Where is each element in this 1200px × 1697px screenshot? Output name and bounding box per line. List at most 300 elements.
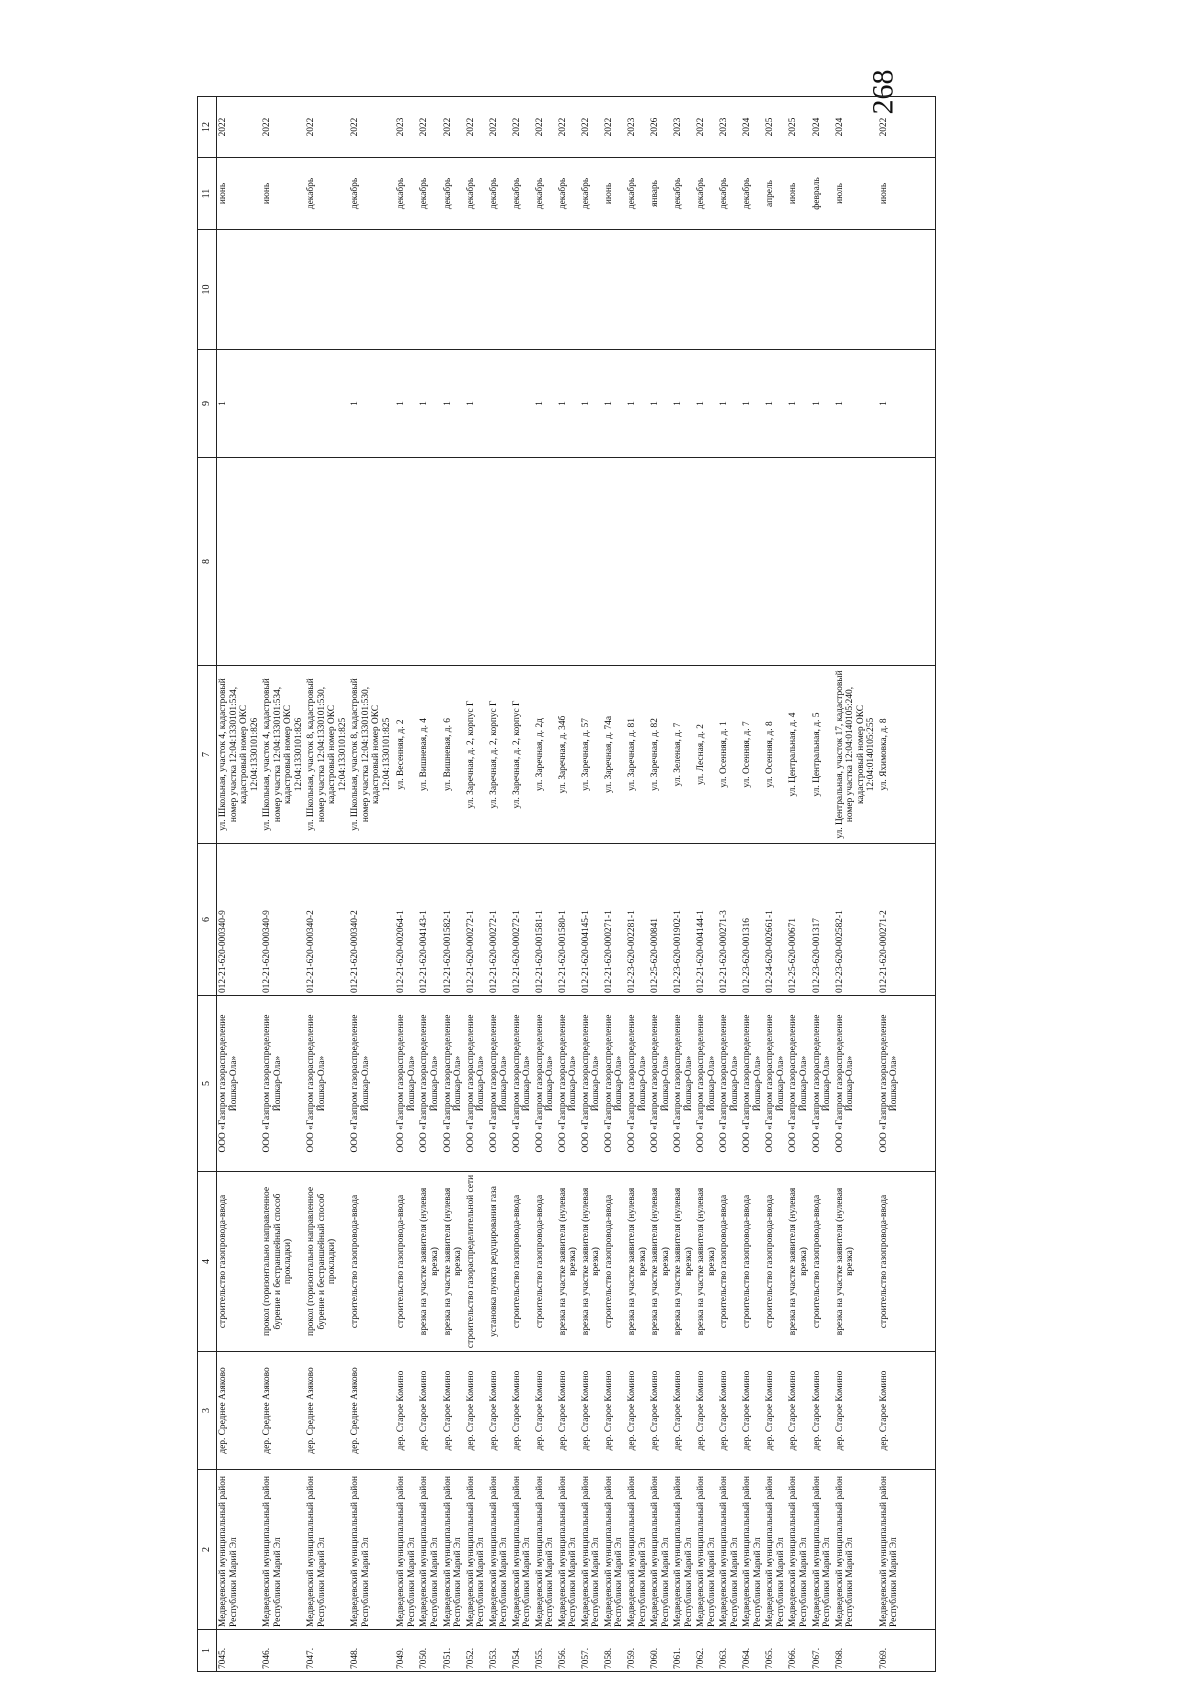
address-cell: ул. Осенняя, д. 8 [764, 666, 787, 844]
column-10-cell [217, 230, 262, 350]
column-9-cell: 1 [834, 350, 878, 458]
column-header: 2 [198, 1470, 217, 1630]
table-row [557, 97, 580, 1672]
table-row [695, 97, 718, 1672]
column-8-cell [217, 458, 262, 666]
column-header: 9 [198, 350, 217, 458]
work-type-cell: врезка на участке заявителя (нулевая врезка) [418, 1172, 441, 1352]
row-number: 7054. [511, 1630, 534, 1672]
locality-cell: дер. Старое Комино [442, 1352, 465, 1470]
column-8-cell [557, 458, 580, 666]
row-number: 7069. [878, 1630, 936, 1672]
row-number: 7067. [811, 1630, 834, 1672]
work-type-cell: врезка на участке заявителя (нулевая врезка) [442, 1172, 465, 1352]
organization-cell: ООО «Газпром газораспределение Йошкар-Ола» [718, 996, 741, 1172]
locality-cell: дер. Старое Комино [787, 1352, 810, 1470]
work-type-cell: врезка на участке заявителя (нулевая врезка) [787, 1172, 810, 1352]
object-code-cell: 012-21-620-001582-1 [442, 844, 465, 996]
column-8-cell [580, 458, 603, 666]
locality-cell: дер. Среднее Азяково [261, 1352, 305, 1470]
work-type-cell: строительство газопровода-ввода [811, 1172, 834, 1352]
column-9-cell [488, 350, 511, 458]
object-code-cell: 012-21-620-004145-1 [580, 844, 603, 996]
column-8-cell [764, 458, 787, 666]
year-cell: 2022 [418, 97, 441, 158]
district-cell: Медведевский муниципальный район Республики Марий Эл [672, 1470, 695, 1630]
district-cell: Медведевский муниципальный район Республики Марий Эл [305, 1470, 349, 1630]
organization-cell: ООО «Газпром газораспределение Йошкар-Ола» [418, 996, 441, 1172]
row-number: 7068. [834, 1630, 878, 1672]
table-row [580, 97, 603, 1672]
work-type-cell: врезка на участке заявителя (нулевая врезка) [580, 1172, 603, 1352]
column-9-cell: 1 [811, 350, 834, 458]
row-number: 7046. [261, 1630, 305, 1672]
work-type-cell: строительство газопровода-ввода [217, 1172, 262, 1352]
column-9-cell: 1 [217, 350, 262, 458]
column-9-cell: 1 [764, 350, 787, 458]
column-9-cell: 1 [718, 350, 741, 458]
locality-cell: дер. Старое Комино [580, 1352, 603, 1470]
table-row [395, 97, 418, 1672]
column-10-cell [580, 230, 603, 350]
column-8-cell [741, 458, 764, 666]
column-8-cell [811, 458, 834, 666]
address-cell: ул. Осенняя, д. 7 [741, 666, 764, 844]
district-cell: Медведевский муниципальный район Республики Марий Эл [695, 1470, 718, 1630]
object-code-cell: 012-21-620-000271-1 [603, 844, 626, 996]
object-code-cell: 012-21-620-000272-1 [511, 844, 534, 996]
year-cell: 2022 [557, 97, 580, 158]
object-code-cell: 012-21-620-000271-3 [718, 844, 741, 996]
month-cell: декабрь [395, 158, 418, 230]
column-10-cell [811, 230, 834, 350]
organization-cell: ООО «Газпром газораспределение Йошкар-Ола» [626, 996, 649, 1172]
object-code-cell: 012-25-620-000671 [787, 844, 810, 996]
object-code-cell: 012-23-620-002582-1 [834, 844, 878, 996]
row-number: 7048. [349, 1630, 395, 1672]
locality-cell: дер. Старое Комино [395, 1352, 418, 1470]
address-cell: ул. Школьная, участок 8, кадастровый номер участка 12:04:1330101:530, кадастровый номер ОКС 12:04:1330101:825 [349, 666, 395, 844]
row-number: 7057. [580, 1630, 603, 1672]
district-cell: Медведевский муниципальный район Республики Марий Эл [349, 1470, 395, 1630]
column-8-cell [465, 458, 488, 666]
column-8-cell [672, 458, 695, 666]
row-number: 7060. [649, 1630, 672, 1672]
column-9-cell: 1 [649, 350, 672, 458]
year-cell: 2024 [834, 97, 878, 158]
table-row [626, 97, 649, 1672]
month-cell: июнь [261, 158, 305, 230]
district-cell: Медведевский муниципальный район Республики Марий Эл [488, 1470, 511, 1630]
column-9-cell: 1 [695, 350, 718, 458]
locality-cell: дер. Старое Комино [834, 1352, 878, 1470]
district-cell: Медведевский муниципальный район Республики Марий Эл [603, 1470, 626, 1630]
organization-cell: ООО «Газпром газораспределение Йошкар-Ола» [395, 996, 418, 1172]
header-row [198, 97, 217, 1672]
year-cell: 2023 [718, 97, 741, 158]
column-9-cell: 1 [349, 350, 395, 458]
row-number: 7061. [672, 1630, 695, 1672]
column-header: 8 [198, 458, 217, 666]
year-cell: 2022 [305, 97, 349, 158]
work-type-cell: строительство газопровода-ввода [511, 1172, 534, 1352]
year-cell: 2025 [764, 97, 787, 158]
column-8-cell [787, 458, 810, 666]
address-cell: ул. Заречная, д. 2, корпус Г [488, 666, 511, 844]
column-header: 1 [198, 1630, 217, 1672]
address-cell: ул. Заречная, д. 82 [649, 666, 672, 844]
column-8-cell [695, 458, 718, 666]
year-cell: 2022 [488, 97, 511, 158]
address-cell: ул. Заречная, д. 2д [534, 666, 557, 844]
column-10-cell [741, 230, 764, 350]
address-cell: ул. Весенняя, д. 2 [395, 666, 418, 844]
address-cell: ул. Школьная, участок 4, кадастровый номер участка 12:04:1330101:534, кадастровый номер ОКС 12:04:1330101:826 [261, 666, 305, 844]
column-8-cell [878, 458, 936, 666]
address-cell: ул. Лесная, д. 2 [695, 666, 718, 844]
organization-cell: ООО «Газпром газораспределение Йошкар-Ола» [465, 996, 488, 1172]
locality-cell: дер. Старое Комино [695, 1352, 718, 1470]
work-type-cell: врезка на участке заявителя (нулевая врезка) [672, 1172, 695, 1352]
column-9-cell: 1 [580, 350, 603, 458]
column-header: 4 [198, 1172, 217, 1352]
column-9-cell [261, 350, 305, 458]
year-cell: 2022 [349, 97, 395, 158]
year-cell: 2022 [603, 97, 626, 158]
table-row [349, 97, 395, 1672]
year-cell: 2022 [580, 97, 603, 158]
month-cell: январь [649, 158, 672, 230]
row-number: 7047. [305, 1630, 349, 1672]
table-row [418, 97, 441, 1672]
organization-cell: ООО «Газпром газораспределение Йошкар-Ола» [305, 996, 349, 1172]
month-cell: декабрь [511, 158, 534, 230]
address-cell: ул. Зеленая, д. 7 [672, 666, 695, 844]
table-row [649, 97, 672, 1672]
month-cell: апрель [764, 158, 787, 230]
object-code-cell: 012-21-620-004143-1 [418, 844, 441, 996]
row-number: 7066. [787, 1630, 810, 1672]
locality-cell: дер. Старое Комино [557, 1352, 580, 1470]
object-code-cell: 012-21-620-000272-1 [465, 844, 488, 996]
column-8-cell [305, 458, 349, 666]
district-cell: Медведевский муниципальный район Республики Марий Эл [217, 1470, 262, 1630]
month-cell: июнь [878, 158, 936, 230]
row-number: 7053. [488, 1630, 511, 1672]
column-10-cell [395, 230, 418, 350]
column-8-cell [603, 458, 626, 666]
organization-cell: ООО «Газпром газораспределение Йошкар-Ола» [603, 996, 626, 1172]
address-cell: ул. Осенняя, д. 1 [718, 666, 741, 844]
column-8-cell [261, 458, 305, 666]
column-8-cell [418, 458, 441, 666]
work-type-cell: строительство газопровода-ввода [878, 1172, 936, 1352]
organization-cell: ООО «Газпром газораспределение Йошкар-Ола» [878, 996, 936, 1172]
column-9-cell: 1 [603, 350, 626, 458]
district-cell: Медведевский муниципальный район Республики Марий Эл [261, 1470, 305, 1630]
month-cell: декабрь [465, 158, 488, 230]
address-cell: ул. Школьная, участок 4, кадастровый номер участка 12:04:1330101:534, кадастровый номер ОКС 12:04:1330101:826 [217, 666, 262, 844]
locality-cell: дер. Старое Комино [626, 1352, 649, 1470]
column-9-cell [305, 350, 349, 458]
district-cell: Медведевский муниципальный район Республики Марий Эл [811, 1470, 834, 1630]
district-cell: Медведевский муниципальный район Республики Марий Эл [442, 1470, 465, 1630]
object-code-cell: 012-24-620-002661-1 [764, 844, 787, 996]
address-cell: ул. Заречная, д. 2, корпус Г [511, 666, 534, 844]
work-type-cell: строительство газопровода-ввода [603, 1172, 626, 1352]
year-cell: 2024 [741, 97, 764, 158]
column-10-cell [349, 230, 395, 350]
row-number: 7050. [418, 1630, 441, 1672]
table-row [217, 97, 262, 1672]
column-8-cell [718, 458, 741, 666]
row-number: 7055. [534, 1630, 557, 1672]
locality-cell: дер. Старое Комино [672, 1352, 695, 1470]
object-code-cell: 012-23-620-001902-1 [672, 844, 695, 996]
column-8-cell [488, 458, 511, 666]
work-type-cell: строительство газопровода-ввода [349, 1172, 395, 1352]
object-code-cell: 012-23-620-002281-1 [626, 844, 649, 996]
district-cell: Медведевский муниципальный район Республики Марий Эл [465, 1470, 488, 1630]
district-cell: Медведевский муниципальный район Республики Марий Эл [557, 1470, 580, 1630]
object-code-cell: 012-21-620-000340-2 [305, 844, 349, 996]
work-type-cell: строительство газопровода-ввода [395, 1172, 418, 1352]
district-cell: Медведевский муниципальный район Республики Марий Эл [649, 1470, 672, 1630]
month-cell: декабрь [672, 158, 695, 230]
year-cell: 2022 [442, 97, 465, 158]
locality-cell: дер. Среднее Азяково [349, 1352, 395, 1470]
organization-cell: ООО «Газпром газораспределение Йошкар-Ола» [349, 996, 395, 1172]
work-type-cell: строительство газопровода-ввода [534, 1172, 557, 1352]
locality-cell: дер. Старое Комино [718, 1352, 741, 1470]
district-cell: Медведевский муниципальный район Республики Марий Эл [534, 1470, 557, 1630]
work-type-cell: строительство газопровода-ввода [764, 1172, 787, 1352]
row-number: 7056. [557, 1630, 580, 1672]
column-10-cell [695, 230, 718, 350]
column-10-cell [534, 230, 557, 350]
month-cell: декабрь [349, 158, 395, 230]
object-code-cell: 012-23-620-001316 [741, 844, 764, 996]
organization-cell: ООО «Газпром газораспределение Йошкар-Ола» [695, 996, 718, 1172]
month-cell: декабрь [580, 158, 603, 230]
locality-cell: дер. Старое Комино [878, 1352, 936, 1470]
organization-cell: ООО «Газпром газораспределение Йошкар-Ола» [488, 996, 511, 1172]
column-8-cell [395, 458, 418, 666]
object-code-cell: 012-21-620-000272-1 [488, 844, 511, 996]
year-cell: 2023 [672, 97, 695, 158]
district-cell: Медведевский муниципальный район Республики Марий Эл [834, 1470, 878, 1630]
year-cell: 2022 [534, 97, 557, 158]
column-9-cell: 1 [442, 350, 465, 458]
work-type-cell: врезка на участке заявителя (нулевая врезка) [834, 1172, 878, 1352]
table-row [442, 97, 465, 1672]
organization-cell: ООО «Газпром газораспределение Йошкар-Ола» [557, 996, 580, 1172]
locality-cell: дер. Старое Комино [488, 1352, 511, 1470]
address-cell: ул. Яхимовка, д. 8 [878, 666, 936, 844]
table-row [465, 97, 488, 1672]
organization-cell: ООО «Газпром газораспределение Йошкар-Ола» [787, 996, 810, 1172]
organization-cell: ООО «Газпром газораспределение Йошкар-Ола» [442, 996, 465, 1172]
organization-cell: ООО «Газпром газораспределение Йошкар-Ола» [217, 996, 262, 1172]
address-cell: ул. Центральная, д. 5 [811, 666, 834, 844]
table-row [878, 97, 936, 1672]
row-number: 7063. [718, 1630, 741, 1672]
organization-cell: ООО «Газпром газораспределение Йошкар-Ола» [834, 996, 878, 1172]
month-cell: декабрь [718, 158, 741, 230]
month-cell: декабрь [741, 158, 764, 230]
row-number: 7052. [465, 1630, 488, 1672]
column-10-cell [672, 230, 695, 350]
year-cell: 2022 [511, 97, 534, 158]
column-10-cell [718, 230, 741, 350]
column-9-cell: 1 [672, 350, 695, 458]
year-cell: 2022 [878, 97, 936, 158]
address-cell: ул. Заречная, д. 57 [580, 666, 603, 844]
address-cell: ул. Заречная, д. 74а [603, 666, 626, 844]
object-code-cell: 012-21-620-001580-1 [557, 844, 580, 996]
month-cell: июнь [787, 158, 810, 230]
district-cell: Медведевский муниципальный район Республики Марий Эл [418, 1470, 441, 1630]
table-row [741, 97, 764, 1672]
year-cell: 2024 [811, 97, 834, 158]
column-9-cell: 1 [395, 350, 418, 458]
address-cell: ул. Вишневая, д. 4 [418, 666, 441, 844]
locality-cell: дер. Старое Комино [418, 1352, 441, 1470]
page-number-text: 268 [866, 69, 899, 115]
district-cell: Медведевский муниципальный район Республики Марий Эл [718, 1470, 741, 1630]
year-cell: 2023 [626, 97, 649, 158]
column-8-cell [834, 458, 878, 666]
work-type-cell: врезка на участке заявителя (нулевая врезка) [626, 1172, 649, 1352]
column-10-cell [418, 230, 441, 350]
address-cell: ул. Школьная, участок 8, кадастровый номер участка 12:04:1330101:530, кадастровый номер ОКС 12:04:1330101:825 [305, 666, 349, 844]
work-type-cell: прокол (горизонтально направленное бурение и бестраншейный способ прокладки) [261, 1172, 305, 1352]
column-9-cell: 1 [878, 350, 936, 458]
column-9-cell: 1 [787, 350, 810, 458]
column-header: 5 [198, 996, 217, 1172]
organization-cell: ООО «Газпром газораспределение Йошкар-Ола» [534, 996, 557, 1172]
locality-cell: дер. Среднее Азяково [305, 1352, 349, 1470]
column-8-cell [442, 458, 465, 666]
year-cell: 2026 [649, 97, 672, 158]
organization-cell: ООО «Газпром газораспределение Йошкар-Ола» [741, 996, 764, 1172]
column-8-cell [511, 458, 534, 666]
district-cell: Медведевский муниципальный район Республики Марий Эл [764, 1470, 787, 1630]
month-cell: декабрь [626, 158, 649, 230]
column-10-cell [764, 230, 787, 350]
column-10-cell [305, 230, 349, 350]
table-body [217, 97, 936, 1672]
locality-cell: дер. Старое Комино [534, 1352, 557, 1470]
locality-cell: дер. Среднее Азяково [217, 1352, 262, 1470]
table-row [718, 97, 741, 1672]
locality-cell: дер. Старое Комино [764, 1352, 787, 1470]
object-code-cell: 012-25-620-000841 [649, 844, 672, 996]
organization-cell: ООО «Газпром газораспределение Йошкар-Ола» [511, 996, 534, 1172]
month-cell: декабрь [488, 158, 511, 230]
object-code-cell: 012-21-620-000271-2 [878, 844, 936, 996]
address-cell: ул. Заречная, д. 81 [626, 666, 649, 844]
column-10-cell [626, 230, 649, 350]
organization-cell: ООО «Газпром газораспределение Йошкар-Ола» [580, 996, 603, 1172]
work-type-cell: врезка на участке заявителя (нулевая врезка) [557, 1172, 580, 1352]
table-row [305, 97, 349, 1672]
column-10-cell [834, 230, 878, 350]
district-cell: Медведевский муниципальный район Республики Марий Эл [787, 1470, 810, 1630]
column-10-cell [465, 230, 488, 350]
organization-cell: ООО «Газпром газораспределение Йошкар-Ола» [764, 996, 787, 1172]
column-9-cell [511, 350, 534, 458]
work-type-cell: строительство газопровода-ввода [718, 1172, 741, 1352]
work-type-cell: прокол (горизонтально направленное бурение и бестраншейный способ прокладки) [305, 1172, 349, 1352]
month-cell: декабрь [695, 158, 718, 230]
month-cell: декабрь [418, 158, 441, 230]
work-type-cell: врезка на участке заявителя (нулевая врезка) [695, 1172, 718, 1352]
object-code-cell: 012-21-620-000340-9 [261, 844, 305, 996]
row-number: 7051. [442, 1630, 465, 1672]
column-8-cell [349, 458, 395, 666]
column-10-cell [442, 230, 465, 350]
district-cell: Медведевский муниципальный район Республики Марий Эл [741, 1470, 764, 1630]
organization-cell: ООО «Газпром газораспределение Йошкар-Ола» [811, 996, 834, 1172]
address-cell: ул. Центральная, д. 4 [787, 666, 810, 844]
table-row [672, 97, 695, 1672]
locality-cell: дер. Старое Комино [649, 1352, 672, 1470]
column-10-cell [557, 230, 580, 350]
column-10-cell [488, 230, 511, 350]
address-cell: ул. Вишневая, д. 6 [442, 666, 465, 844]
column-9-cell: 1 [557, 350, 580, 458]
year-cell: 2022 [261, 97, 305, 158]
column-header: 3 [198, 1352, 217, 1470]
table-row [488, 97, 511, 1672]
column-9-cell: 1 [626, 350, 649, 458]
table-row [511, 97, 534, 1672]
address-cell: ул. Заречная, д. 2, корпус Г [465, 666, 488, 844]
row-number: 7065. [764, 1630, 787, 1672]
column-header: 7 [198, 666, 217, 844]
district-cell: Медведевский муниципальный район Республики Марий Эл [395, 1470, 418, 1630]
table-row [764, 97, 787, 1672]
column-8-cell [649, 458, 672, 666]
column-10-cell [878, 230, 936, 350]
work-type-cell: установка пункта редуцирования газа [488, 1172, 511, 1352]
object-code-cell: 012-21-620-000340-9 [217, 844, 262, 996]
month-cell: декабрь [534, 158, 557, 230]
month-cell: июнь [603, 158, 626, 230]
column-10-cell [261, 230, 305, 350]
column-9-cell: 1 [741, 350, 764, 458]
column-8-cell [626, 458, 649, 666]
row-number: 7062. [695, 1630, 718, 1672]
column-10-cell [511, 230, 534, 350]
object-code-cell: 012-23-620-001317 [811, 844, 834, 996]
year-cell: 2023 [395, 97, 418, 158]
table-row [811, 97, 834, 1672]
column-9-cell: 1 [418, 350, 441, 458]
locality-cell: дер. Старое Комино [741, 1352, 764, 1470]
column-header: 11 [198, 158, 217, 230]
column-header: 10 [198, 230, 217, 350]
month-cell: июнь [217, 158, 262, 230]
district-cell: Медведевский муниципальный район Республики Марий Эл [878, 1470, 936, 1630]
month-cell: февраль [811, 158, 834, 230]
month-cell: декабрь [442, 158, 465, 230]
district-cell: Медведевский муниципальный район Республики Марий Эл [511, 1470, 534, 1630]
object-code-cell: 012-21-620-004144-1 [695, 844, 718, 996]
column-header: 6 [198, 844, 217, 996]
work-type-cell: строительство газопровода-ввода [741, 1172, 764, 1352]
